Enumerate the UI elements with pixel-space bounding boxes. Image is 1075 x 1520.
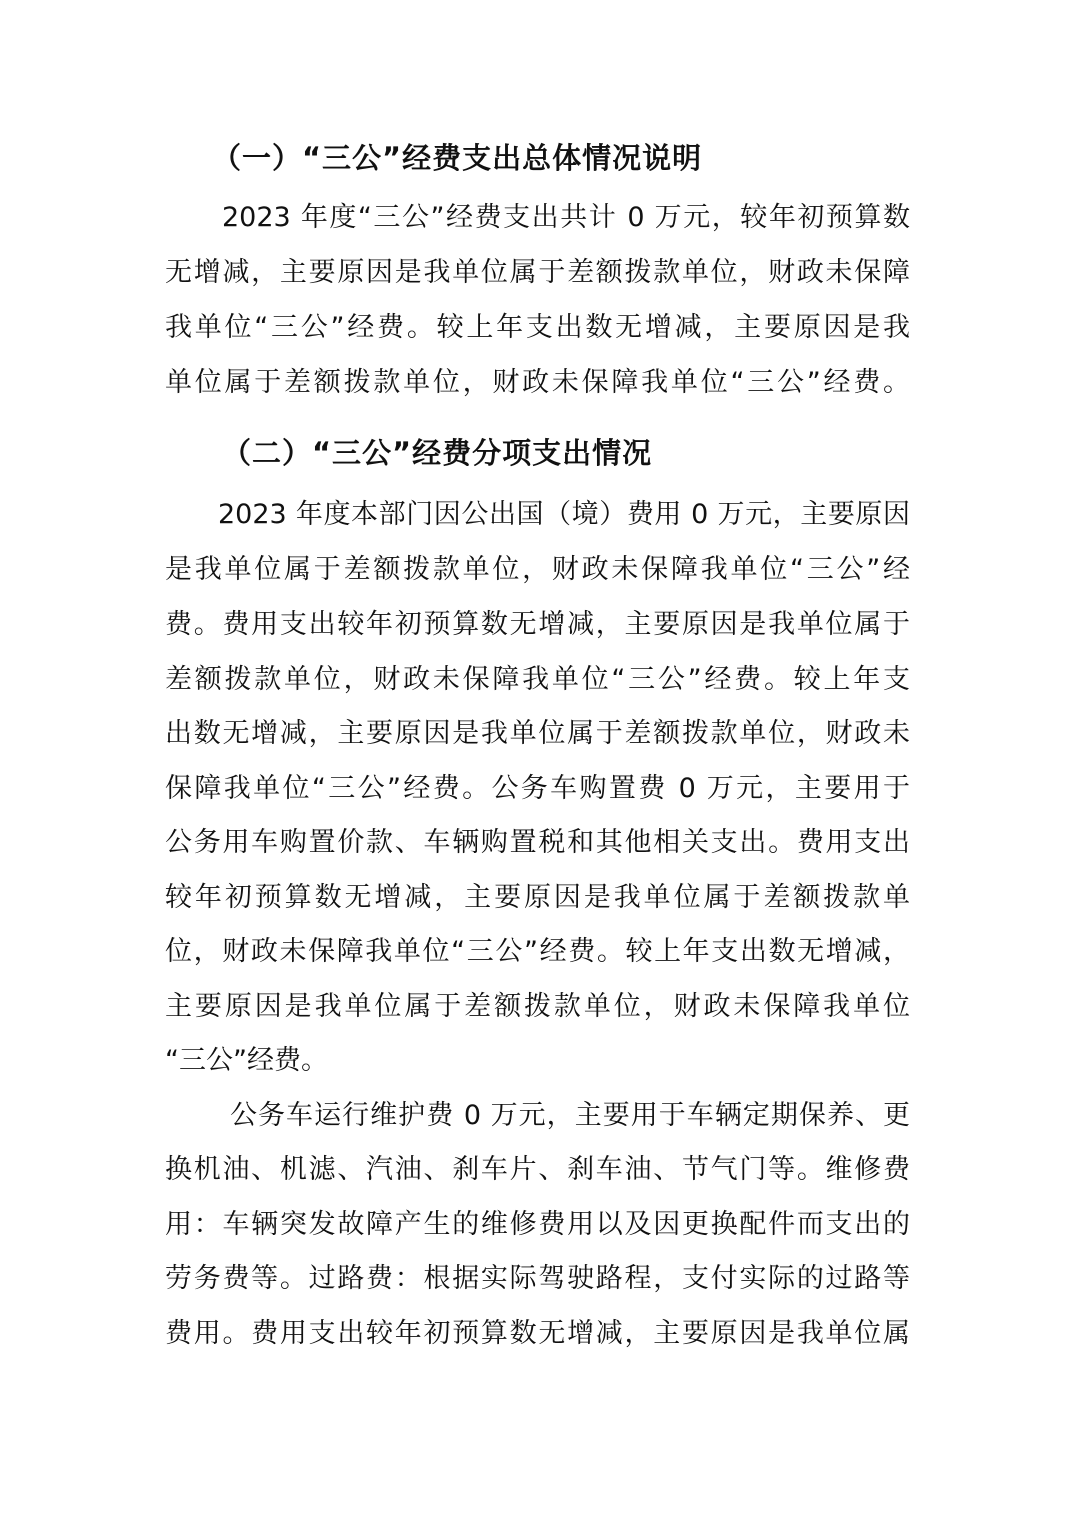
section-heading-itemized: （二）“三公”经费分项支出情况 [222, 436, 653, 470]
body-line: 2023 年度本部门因公出国（境）费用 0 万元，主要原因 [218, 499, 910, 530]
body-line: 位，财政未保障我单位“三公”经费。较上年支出数无增减， [165, 936, 910, 967]
body-line: 出数无增减，主要原因是我单位属于差额拨款单位，财政未 [165, 718, 910, 749]
body-line: 单位属于差额拨款单位，财政未保障我单位“三公”经费。 [165, 367, 910, 398]
body-line: 较年初预算数无增减，主要原因是我单位属于差额拨款单 [165, 882, 910, 913]
body-line: 2023 年度“三公”经费支出共计 0 万元，较年初预算数 [222, 202, 910, 233]
body-line: 是我单位属于差额拨款单位，财政未保障我单位“三公”经 [165, 554, 910, 585]
body-line: 劳务费等。过路费：根据实际驾驶路程，支付实际的过路等 [165, 1263, 910, 1294]
body-line: 主要原因是我单位属于差额拨款单位，财政未保障我单位 [165, 991, 910, 1022]
body-line: 换机油、机滤、汽油、刹车片、刹车油、节气门等。维修费 [165, 1154, 910, 1185]
body-line: 保障我单位“三公”经费。公务车购置费 0 万元，主要用于 [165, 773, 910, 804]
body-line: 公务用车购置价款、车辆购置税和其他相关支出。费用支出 [165, 827, 910, 858]
body-line: 费。费用支出较年初预算数无增减，主要原因是我单位属于 [165, 609, 910, 640]
section-heading-overall: （一）“三公”经费支出总体情况说明 [212, 141, 703, 175]
body-line: 我单位“三公”经费。较上年支出数无增减，主要原因是我 [165, 312, 910, 343]
body-line: 公务车运行维护费 0 万元，主要用于车辆定期保养、更 [230, 1100, 910, 1131]
body-line: “三公”经费。 [165, 1045, 328, 1076]
body-line: 差额拨款单位，财政未保障我单位“三公”经费。较上年支 [165, 664, 910, 695]
body-line: 费用。费用支出较年初预算数无增减，主要原因是我单位属 [165, 1318, 910, 1349]
body-line: 用：车辆突发故障产生的维修费用以及因更换配件而支出的 [165, 1209, 910, 1240]
body-line: 无增减，主要原因是我单位属于差额拨款单位，财政未保障 [165, 257, 910, 288]
